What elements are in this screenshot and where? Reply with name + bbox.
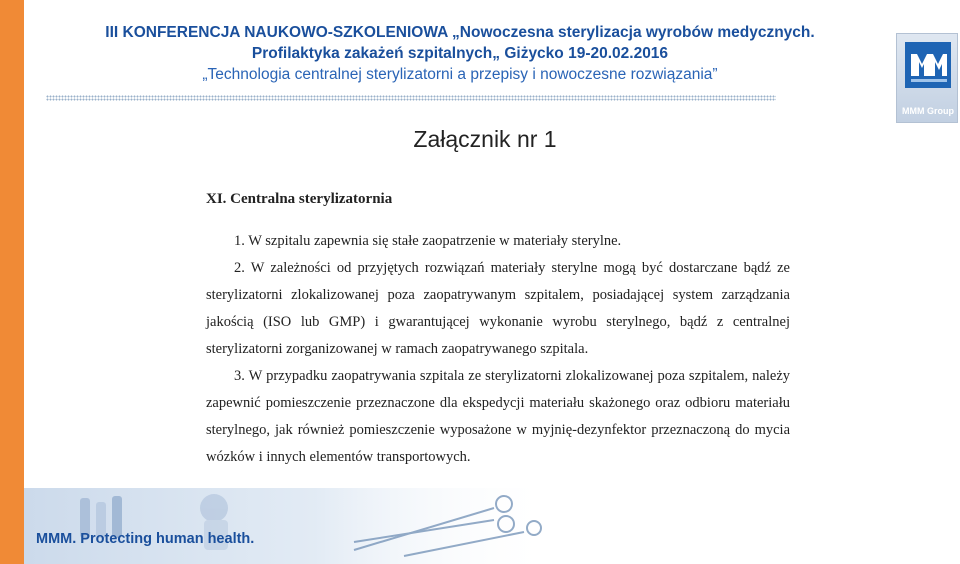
footer-medical-illustration	[24, 480, 554, 564]
paragraph-2: 2. W zależności od przyjętych rozwiązań materiały sterylne mogą być dostarczane bądź ze sterylizatorni zlokalizowanej poza zaopatrywanym szpitalem, posiadającej system zarządzania jakością (ISO lub GMP) i gwarantującej wykonanie wyrobu sterylnego, bądź z centralnej sterylizatorni zorganizowanej w ramach zaopatrywanego szpitala.	[206, 260, 790, 357]
document-excerpt	[206, 191, 790, 471]
mmm-group-logo	[896, 33, 958, 123]
side-accent-bar	[0, 0, 24, 564]
paragraph-1: 1. W szpitalu zapewnia się stałe zaopatrzenie w materiały sterylne.	[234, 233, 622, 249]
header-line-2: Profilaktyka zakażeń szpitalnych„ Giżycko 19-20.02.2016	[251, 45, 669, 62]
mmm-monogram-icon	[905, 42, 951, 88]
dotted-divider	[46, 95, 776, 101]
header-line-3: „Technologia centralnej sterylizatorni a przepisy i nowoczesne rozwiązania”	[202, 66, 718, 83]
slide-title: Załącznik nr 1	[413, 126, 557, 152]
conference-header	[30, 22, 890, 86]
paragraph-3: 3. W przypadku zaopatrywania szpitala ze sterylizatorni zlokalizowanej poza szpitalem, należy zapewnić pomieszczenie przeznaczone dla ekspedycji materiału skażonego oraz odbioru materiału sterylnego, jak również pomieszczenie wyposażone w myjnię-dezynfektor przeznaczoną do mycia wózków i innych elementów transportowych.	[206, 368, 790, 465]
mmm-logo-icon	[905, 42, 951, 88]
footer-tagline: MMM. Protecting human health.	[36, 531, 255, 547]
header-line-1: III KONFERENCJA NAUKOWO-SZKOLENIOWA „Nowoczesna sterylizacja wyrobów medycznych.	[105, 24, 815, 41]
section-title: XI. Centralna sterylizatornia	[206, 191, 393, 207]
logo-caption: MMM Group	[902, 106, 954, 116]
